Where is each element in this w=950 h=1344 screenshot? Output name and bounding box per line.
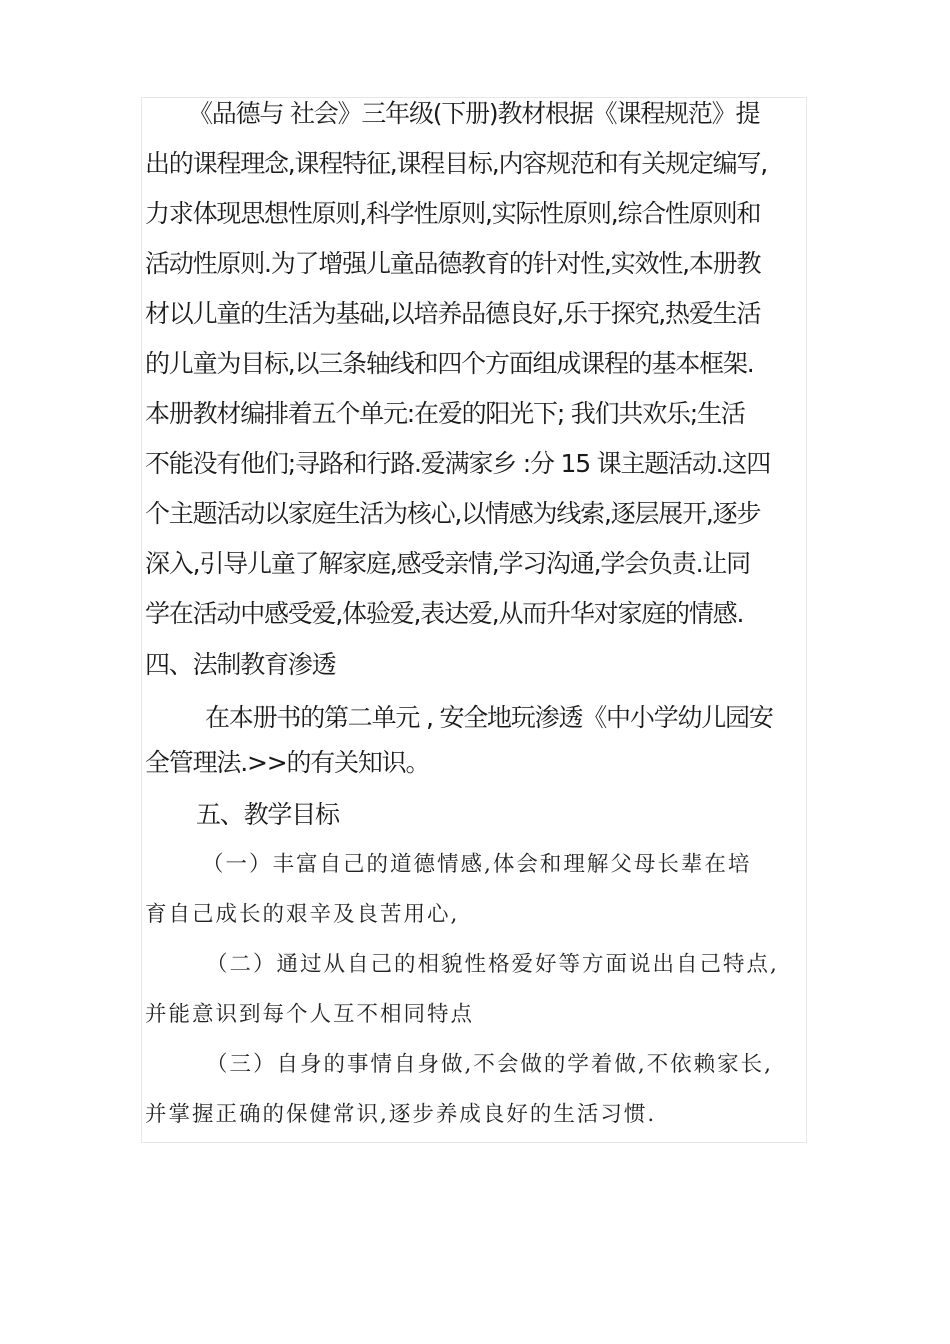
section-four-line-1: 在本册书的第二单元 , 安全地玩渗透《中小学幼儿园安 xyxy=(205,703,773,732)
intro-line-3: 力求体现思想性原则,科学性原则,实际性原则,综合性原则和 xyxy=(145,199,761,228)
intro-line-4: 活动性原则.为了增强儿童品德教育的针对性,实效性,本册教 xyxy=(145,249,761,278)
intro-line-1: 《品德与 社会》三年级(下册)教材根据《课程规范》提 xyxy=(188,99,760,128)
intro-line-7: 本册教材编排着五个单元:在爱的阳光下; 我们共欢乐;生活 xyxy=(145,399,745,428)
intro-line-2: 出的课程理念,课程特征,课程目标,内容规范和有关规定编写, xyxy=(145,149,767,178)
goal-three-line-2: 并掌握正确的保健常识,逐步养成良好的生活习惯. xyxy=(145,1102,657,1127)
goal-one-line-2: 育自己成长的艰辛及良苦用心, xyxy=(145,902,460,927)
intro-line-6: 的儿童为目标,以三条轴线和四个方面组成课程的基本框架. xyxy=(145,349,754,378)
goal-two-line-1: （二）通过从自己的相貌性格爱好等方面说出自己特点, xyxy=(206,952,779,977)
goal-three-line-1: （三）自身的事情自身做,不会做的学着做,不依赖家长, xyxy=(206,1052,774,1077)
intro-line-8: 不能没有他们;寻路和行路.爱满家乡 :分 15 课主题活动.这四 xyxy=(145,449,770,478)
goal-two-line-2: 并能意识到每个人互不相同特点 xyxy=(145,1002,475,1027)
intro-line-5: 材以儿童的生活为基础,以培养品德良好,乐于探究,热爱生活 xyxy=(145,299,761,328)
section-four-line-2: 全管理法.>>的有关知识。 xyxy=(145,748,430,777)
intro-line-10: 深入,引导儿童了解家庭,感受亲情,学习沟通,学会负责.让同 xyxy=(145,549,750,578)
intro-line-11: 学在活动中感受爱,体验爱,表达爱,从而升华对家庭的情感. xyxy=(145,599,744,628)
goal-one-line-1: （一）丰富自己的道德情感,体会和理解父母长辈在培 xyxy=(202,852,752,877)
intro-line-9: 个主题活动以家庭生活为核心,以情感为线索,逐层展开,逐步 xyxy=(145,499,761,528)
section-four-heading: 四、法制教育渗透 xyxy=(145,650,336,679)
section-five-heading: 五、教学目标 xyxy=(196,800,339,829)
